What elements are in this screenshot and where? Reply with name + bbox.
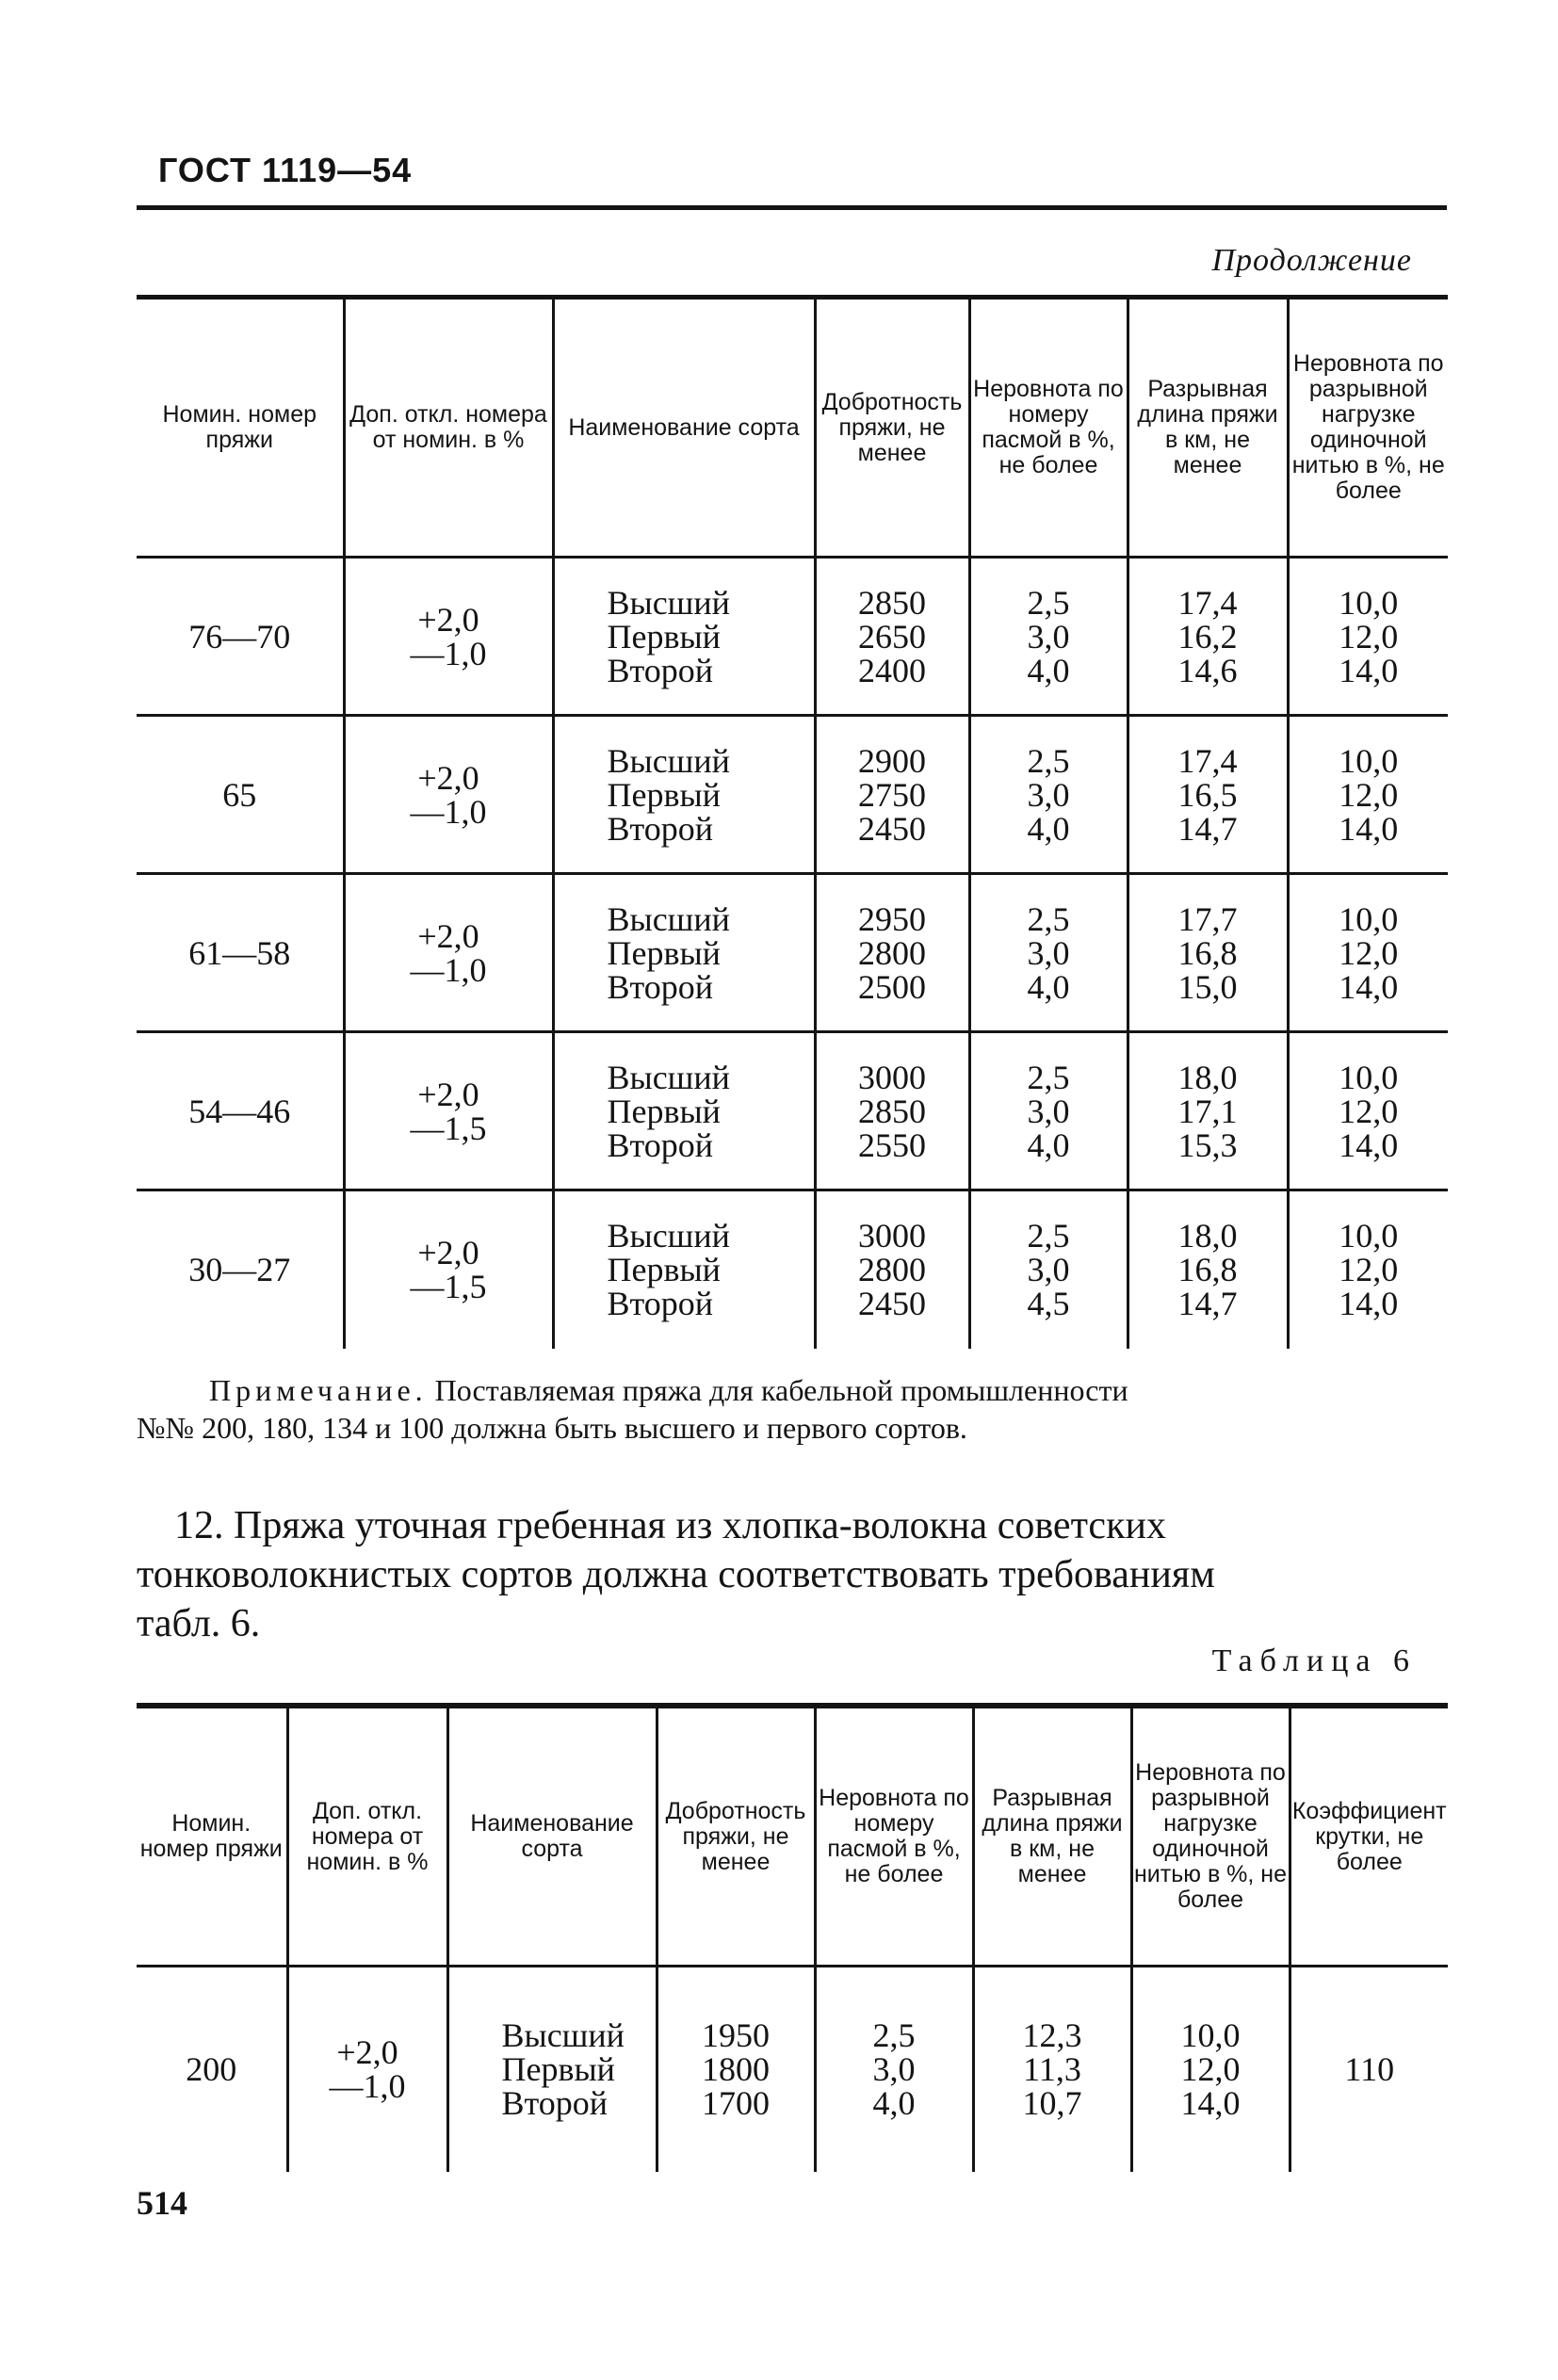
paragraph-12-line3: табл. 6. (137, 1602, 261, 1645)
quality-values-value: 2750 (858, 775, 926, 814)
breaking-length-values-value: 14,7 (1177, 1285, 1238, 1323)
document-code: ГОСТ 1119—54 (158, 151, 413, 189)
grade-names (553, 558, 815, 716)
grade-names-value: Второй (607, 1125, 714, 1164)
col-header-grade: Наименование сорта (447, 1706, 657, 1967)
twist-coefficient-value: 110 (1344, 2050, 1395, 2089)
breaking-length-values-value: 10,7 (1022, 2084, 1082, 2123)
unevenness-count-values-value: 4,0 (1027, 967, 1070, 1006)
unevenness-load-values-value: 12,0 (1180, 2050, 1241, 2089)
unevenness-load-values-value: 10,0 (1339, 899, 1399, 938)
breaking-length-values-value: 18,0 (1177, 1058, 1238, 1096)
table-row (137, 1032, 1448, 1190)
unevenness-count-values (969, 1032, 1128, 1190)
tolerance-value: +2,0 (417, 600, 479, 639)
quality-values-value: 2800 (858, 1251, 926, 1289)
grade-names-value: Первый (607, 1092, 721, 1130)
unevenness-count-values (969, 558, 1128, 716)
unevenness-count-values-value: 4,0 (872, 2084, 916, 2123)
unevenness-count-values-value: 2,5 (1027, 583, 1070, 622)
table-row (137, 1190, 1448, 1349)
table-row (137, 1967, 1448, 2172)
quality-values-value: 3000 (858, 1058, 926, 1096)
breaking-length-values-value: 15,0 (1177, 967, 1238, 1006)
unevenness-count-values-value: 3,0 (1027, 933, 1070, 972)
col-header-grade: Наименование сорта (553, 298, 815, 558)
breaking-length-values-value: 16,5 (1177, 775, 1238, 814)
quality-values-value: 2950 (858, 899, 926, 938)
tolerance (287, 1967, 447, 2172)
unevenness-count-values-value: 3,0 (872, 2050, 916, 2089)
col-header-tolerance: Доп. откл. номера от номин. в % (344, 298, 553, 558)
quality-values-value: 3000 (858, 1217, 926, 1255)
col-header-unevenness-count: Неровнота по номеру пасмой в %, не более (969, 298, 1128, 558)
tolerance-value: —1,0 (410, 950, 487, 989)
quality-values-value: 2400 (858, 651, 926, 689)
tolerance (344, 874, 553, 1032)
quality-values-value: 2500 (858, 967, 926, 1006)
unevenness-load-values (1288, 716, 1448, 874)
breaking-length-values-value: 17,1 (1177, 1092, 1238, 1130)
unevenness-load-values-value: 14,0 (1339, 1285, 1399, 1323)
col-header-number: Номин. номер пряжи (137, 1706, 287, 1967)
col-header-breaking-length: Разрывная длина пряжи в км, не менее (973, 1706, 1131, 1967)
col-header-unevenness-load: Неровнота по разрывной нагрузке одиночной нитью в %, не более (1131, 1706, 1290, 1967)
quality-values-value: 2850 (858, 1092, 926, 1130)
tolerance-value: +2,0 (417, 1075, 479, 1113)
note-text-line1: Поставляемая пряжа для кабельной промышленности (434, 1373, 1128, 1407)
col-header-twist: Коэффициент крутки, не более (1290, 1706, 1448, 1967)
unevenness-count-values (969, 874, 1128, 1032)
yarn-number (137, 716, 344, 874)
grade-names-value: Высший (607, 899, 730, 938)
unevenness-load-values (1288, 558, 1448, 716)
grade-names-value: Первый (607, 933, 721, 972)
breaking-length-values (1128, 1190, 1288, 1349)
breaking-length-values-value: 11,3 (1023, 2050, 1081, 2089)
tolerance-value: —1,5 (410, 1268, 487, 1306)
table-6-caption: Таблица 6 (1211, 1643, 1417, 1678)
unevenness-count-values-value: 2,5 (872, 2016, 916, 2055)
breaking-length-values-value: 17,7 (1177, 899, 1238, 938)
unevenness-count-values-value: 2,5 (1027, 1058, 1070, 1096)
unevenness-load-values-value: 14,0 (1339, 651, 1399, 689)
col-header-breaking-length: Разрывная длина пряжи в км, не менее (1128, 298, 1288, 558)
yarn-number-value: 30—27 (188, 1251, 291, 1289)
breaking-length-values (1128, 1032, 1288, 1190)
table-row (137, 558, 1448, 716)
quality-values (815, 558, 969, 716)
tolerance-value: +2,0 (417, 916, 479, 955)
col-header-tolerance: Доп. откл. номера от номин. в % (287, 1706, 447, 1967)
unevenness-load-values (1131, 1967, 1290, 2172)
tolerance-value: —1,0 (410, 634, 487, 672)
yarn-number-value: 65 (222, 775, 257, 814)
col-header-quality: Добротность пряжи, не менее (815, 298, 969, 558)
tolerance-value: +2,0 (336, 2033, 398, 2072)
unevenness-count-values-value: 4,0 (1027, 651, 1070, 689)
unevenness-count-values-value: 3,0 (1027, 775, 1070, 814)
yarn-number (137, 874, 344, 1032)
tolerance-value: +2,0 (417, 758, 479, 797)
quality-values-value: 2450 (858, 809, 926, 848)
unevenness-load-values-value: 10,0 (1339, 1058, 1399, 1096)
header-rule (137, 205, 1447, 210)
breaking-length-values-value: 17,4 (1177, 583, 1238, 622)
table-6 (137, 1703, 1448, 2172)
yarn-number (137, 1032, 344, 1190)
quality-values-value: 1700 (702, 2084, 770, 2123)
unevenness-load-values-value: 14,0 (1339, 1125, 1399, 1164)
unevenness-load-values (1288, 1190, 1448, 1349)
yarn-number-value: 61—58 (188, 933, 291, 972)
breaking-length-values-value: 14,7 (1177, 809, 1238, 848)
unevenness-load-values (1288, 1032, 1448, 1190)
quality-values-value: 1950 (702, 2016, 770, 2055)
breaking-length-values-value: 17,4 (1177, 741, 1238, 780)
grade-names (447, 1967, 657, 2172)
grade-names-value: Первый (607, 775, 721, 814)
grade-names (553, 1032, 815, 1190)
unevenness-count-values-value: 3,0 (1027, 1251, 1070, 1289)
quality-values (815, 874, 969, 1032)
grade-names-value: Второй (607, 809, 714, 848)
paragraph-12-line1: 12. Пряжа уточная гребенная из хлопка-волокна советских (174, 1504, 1166, 1547)
grade-names-value: Высший (501, 2016, 625, 2055)
grade-names-value: Второй (607, 967, 714, 1006)
grade-names (553, 1190, 815, 1349)
breaking-length-values-value: 18,0 (1177, 1217, 1238, 1255)
quality-values (657, 1967, 815, 2172)
breaking-length-values-value: 16,8 (1177, 1251, 1238, 1289)
unevenness-load-values-value: 10,0 (1339, 583, 1399, 622)
unevenness-load-values-value: 12,0 (1339, 1092, 1399, 1130)
unevenness-load-values-value: 14,0 (1180, 2084, 1241, 2123)
unevenness-load-values-value: 14,0 (1339, 967, 1399, 1006)
unevenness-load-values-value: 12,0 (1339, 617, 1399, 656)
quality-values-value: 2450 (858, 1285, 926, 1323)
grade-names (553, 874, 815, 1032)
yarn-number-value: 54—46 (188, 1092, 291, 1130)
grade-names-value: Высший (607, 1058, 730, 1096)
grade-names (553, 716, 815, 874)
table-5-continued (137, 295, 1448, 1349)
breaking-length-values-value: 12,3 (1022, 2016, 1082, 2055)
unevenness-load-values-value: 12,0 (1339, 933, 1399, 972)
breaking-length-values-value: 14,6 (1177, 651, 1238, 689)
table-row (137, 874, 1448, 1032)
quality-values-value: 2900 (858, 741, 926, 780)
yarn-number (137, 1190, 344, 1349)
unevenness-count-values-value: 4,0 (1027, 809, 1070, 848)
grade-names-value: Второй (501, 2084, 609, 2123)
paragraph-12-line2: тонковолокнистых сортов должна соответствовать требованиям (137, 1553, 1215, 1596)
grade-names-value: Второй (607, 651, 714, 689)
breaking-length-values-value: 15,3 (1177, 1125, 1238, 1164)
tolerance (344, 558, 553, 716)
breaking-length-values (973, 1967, 1131, 2172)
breaking-length-values (1128, 874, 1288, 1032)
unevenness-load-values-value: 10,0 (1180, 2016, 1241, 2055)
unevenness-count-values-value: 3,0 (1027, 617, 1070, 656)
grade-names-value: Высший (607, 583, 730, 622)
twist-coefficient (1290, 1967, 1448, 2172)
tolerance-value: —1,0 (410, 792, 487, 831)
unevenness-count-values-value: 4,5 (1027, 1285, 1070, 1323)
quality-values-value: 2650 (858, 617, 926, 656)
breaking-length-values-value: 16,2 (1177, 617, 1238, 656)
quality-values (815, 1190, 969, 1349)
grade-names-value: Первый (501, 2050, 615, 2089)
quality-values-value: 1800 (702, 2050, 770, 2089)
tolerance-value: —1,0 (329, 2067, 406, 2106)
tolerance-value: +2,0 (417, 1234, 479, 1272)
unevenness-count-values-value: 2,5 (1027, 899, 1070, 938)
unevenness-count-values (969, 1190, 1128, 1349)
note-label: Примечание. (209, 1373, 428, 1407)
quality-values-value: 2850 (858, 583, 926, 622)
unevenness-load-values-value: 12,0 (1339, 775, 1399, 814)
unevenness-count-values-value: 2,5 (1027, 1217, 1070, 1255)
quality-values-value: 2550 (858, 1125, 926, 1164)
yarn-number (137, 558, 344, 716)
quality-values-value: 2800 (858, 933, 926, 972)
unevenness-load-values-value: 10,0 (1339, 741, 1399, 780)
unevenness-load-values (1288, 874, 1448, 1032)
unevenness-count-values-value: 4,0 (1027, 1125, 1070, 1164)
yarn-number (137, 1967, 287, 2172)
breaking-length-values-value: 16,8 (1177, 933, 1238, 972)
unevenness-count-values (969, 716, 1128, 874)
quality-values (815, 1032, 969, 1190)
page-number: 514 (137, 2184, 187, 2222)
unevenness-load-values-value: 10,0 (1339, 1217, 1399, 1255)
yarn-number-value: 200 (186, 2050, 237, 2089)
grade-names-value: Первый (607, 617, 721, 656)
tolerance (344, 1032, 553, 1190)
yarn-number-value: 76—70 (188, 617, 291, 656)
note-text-line2: №№ 200, 180, 134 и 100 должна быть высшего и первого сортов. (137, 1411, 967, 1445)
table-note (209, 1372, 1453, 1408)
unevenness-count-values (815, 1967, 973, 2172)
col-header-quality: Добротность пряжи, не менее (657, 1706, 815, 1967)
breaking-length-values (1128, 716, 1288, 874)
continuation-label: Продолжение (1211, 243, 1412, 278)
grade-names-value: Второй (607, 1285, 714, 1323)
col-header-unevenness-load: Неровнота по разрывной нагрузке одиночной нитью в %, не более (1288, 298, 1448, 558)
table-row (137, 716, 1448, 874)
unevenness-count-values-value: 3,0 (1027, 1092, 1070, 1130)
col-header-unevenness-count: Неровнота по номеру пасмой в %, не более (815, 1706, 973, 1967)
col-header-number: Номин. номер пряжи (137, 298, 344, 558)
tolerance-value: —1,5 (410, 1109, 487, 1147)
tolerance (344, 1190, 553, 1349)
quality-values (815, 716, 969, 874)
unevenness-load-values-value: 14,0 (1339, 809, 1399, 848)
grade-names-value: Высший (607, 741, 730, 780)
unevenness-load-values-value: 12,0 (1339, 1251, 1399, 1289)
breaking-length-values (1128, 558, 1288, 716)
unevenness-count-values-value: 2,5 (1027, 741, 1070, 780)
grade-names-value: Высший (607, 1217, 730, 1255)
grade-names-value: Первый (607, 1251, 721, 1289)
tolerance (344, 716, 553, 874)
